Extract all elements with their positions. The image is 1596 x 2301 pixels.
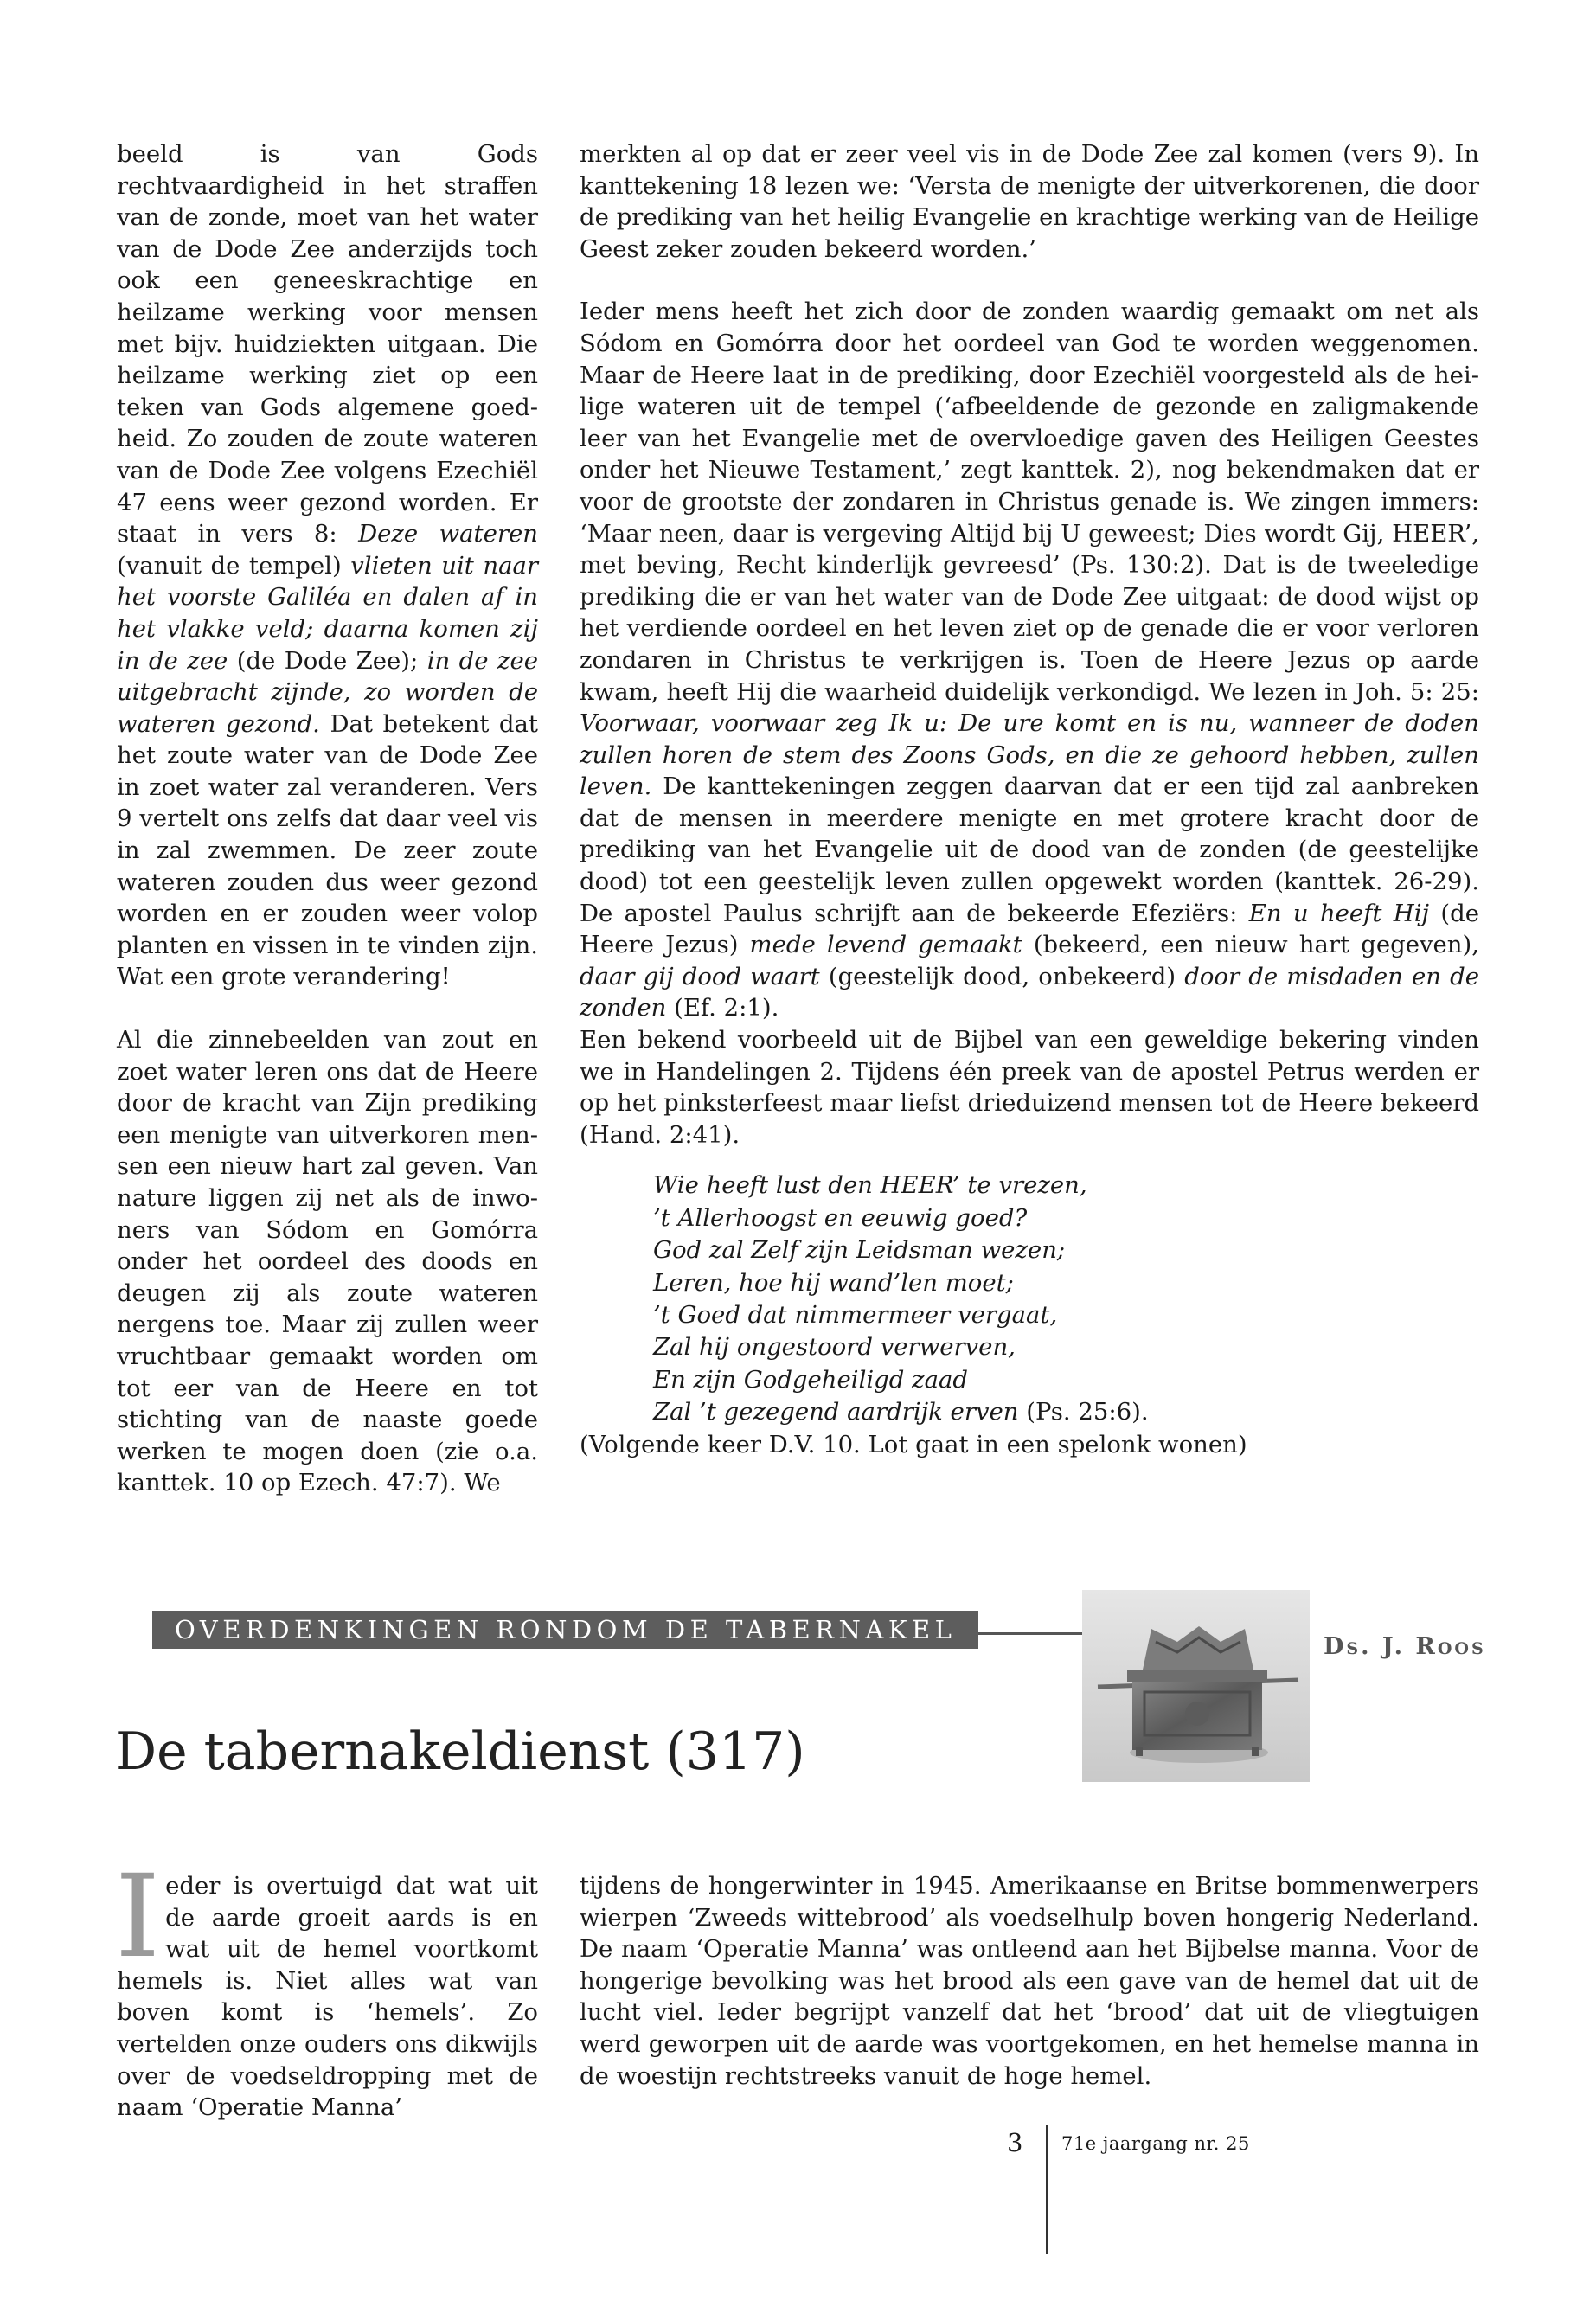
poem-line: Zal ’t gezegend aardrijk erven bbox=[653, 1398, 1019, 1426]
paragraph: tijdens de hongerwinter in 1945. Amerikaanse en Britse bommenwerpers wierpen ‘Zweeds wittebrood’ als voedselhulp boven hongerig Nederland. De naam ‘Operatie Manna’ was ontleend aan het Bijbelse manna. Voor de hongerige bevolking was het brood als een gave van de hemel dat uit de lucht viel. Ieder begrijpt vanzelf dat het ‘brood’ dat uit de vliegtuigen werd geworpen uit de aarde was voortgekomen, en het hemelse manna in de woestijn rechtstreeks vanuit de hoge hemel. bbox=[580, 1872, 1479, 2090]
poem-line: En zijn Godgeheiligd zaad bbox=[653, 1365, 968, 1394]
paragraph: Een bekend voorbeeld uit de Bijbel van een geweldige bekering vinden we in Handelingen 2. Tijdens één preek van de apostel Petrus werden er op het pinksterfeest maar liefst drieduizend mensen tot de Heere bekeerd (Hand. 2:41). bbox=[580, 1026, 1479, 1149]
poem-line: ’t Goed dat nimmermeer vergaat, bbox=[653, 1301, 1058, 1330]
page-number: 3 bbox=[1007, 2128, 1023, 2157]
footer-rule bbox=[1046, 2125, 1048, 2254]
paragraph: Ieder is overtuigd dat wat uit de aarde groeit aards is en wat uit de hemel voortkomt hemels is. Niet alles wat van boven komt is ‘hemels’. Zo vertelden onze ouders ons dikwijls over de voedseldropping met de naam ‘Operatie Manna’ bbox=[115, 1850, 538, 2122]
author-name: Ds. J. Roos bbox=[1324, 1633, 1486, 1660]
right-column bbox=[580, 138, 1479, 1460]
paragraph: Ieder mens heeft het zich door de zonden waardig gemaakt om net als Sódom en Gomórra door het oordeel van God te worden weggenomen. Maar de Heere laat in de prediking, door Ezechiël voorgesteld als de heilige wateren uit de tempel (‘afbeeldende de gezonde en zaligmakende leer van het Evangelie met de overvloedige gaven des Heiligen Geestes onder het Nieuwe Testament,’ zegt kanttek. 2), nog bekendmaken dat er voor de grootste der zondaren in Christus genade is. We zingen immers: ‘Maar neen, daar is vergeving Altijd bij U geweest; Dies wordt Gij, HEER’, met beving, Recht kinderlijk gevreesd’ (Ps. 130:2). Dat is de tweeledige prediking die er van het water van de Dode Zee uitgaat: de dood wijst op het verdiende oordeel en het leven ziet op de genade die er voor verloren zondaren in Christus te verkrijgen is. Toen de Heere Jezus op aarde kwam, heeft Hij die waarheid duidelijk verkondigd. We lezen in Joh. 5: 25: Voorwaar, voorwaar zeg Ik u: De ure komt en is nu, wanneer de doden zullen horen de stem des Zoons Gods, en die ze gehoord hebben, zullen leven. De kanttekeningen zeggen daarvan dat er een tijd zal aanbreken dat de mensen in meerdere menigte en met grotere kracht door de prediking van het Evangelie uit de dood van de zonden (de geestelijke dood) tot een geestelijk leven zullen opgewekt worden (kanttek. 26-29). De apostel Paulus schrijft aan de bekeerde Efeziërs: En u heeft Hij (de Heere Jezus) mede levend gemaakt (bekeerd, een nieuw hart gegeven), daar gij dood waart (geestelijk dood, onbekeerd) door de misdaden en de zonden (Ef. 2:1). bbox=[580, 298, 1479, 1022]
poem-reference: (Ps. 25:6). bbox=[1018, 1398, 1149, 1426]
paragraph: Al die zinnebeelden van zout en zoet water leren ons dat de Heere door de kracht van Zijn prediking een menigte van uitverkoren mensen een nieuw hart zal geven. Van nature liggen zij net als de inwoners van Sódom en Gomórra onder het oordeel des doods en deugen zij als zoute wateren nergens toe. Maar zij zullen weer vruchtbaar gemaakt worden om tot eer van de Heere en tot stichting van de naaste goede werken te mogen doen (zie o.a. kanttek. 10 op Ezech. 47:7). We bbox=[117, 1026, 538, 1497]
ark-photo bbox=[1082, 1590, 1310, 1782]
section-banner: OVERDENKINGEN RONDOM DE TABERNAKEL bbox=[152, 1611, 978, 1649]
paragraph: merkten al op dat er zeer veel vis in de Dode Zee zal komen (vers 9). In kanttekening 18 lezen we: ‘Versta de menigte der uitverkorenen, die door de prediking van het heilig Evangelie en krachtige werking van de Heilige Geest zeker zouden bekeerd worden.’ bbox=[580, 140, 1479, 263]
poem-line: ’t Allerhoogst en eeuwig goed? bbox=[653, 1203, 1028, 1232]
left-column bbox=[117, 138, 538, 1499]
poem-line: Zal hij ongestoord verwerven, bbox=[653, 1333, 1016, 1362]
article-left-column bbox=[115, 1850, 538, 2124]
drop-cap: I bbox=[115, 1850, 161, 1984]
psalm-quote bbox=[653, 1170, 1479, 1428]
paragraph: beeld is van Gods rechtvaardigheid in het straffen van de zonde, moet van het water van de Dode Zee anderzijds toch ook een geneeskrachtige en heilzame werking voor mensen met bijv. huidziekten uitgaan. Die heilzame werking ziet op een teken van Gods algemene goedheid. Zo zouden de zoute wateren van de Dode Zee volgens Ezechiël 47 eens weer gezond worden. Er staat in vers 8: Deze wateren (vanuit de tempel) vlieten uit naar het voorste Galiléa en dalen af in het vlakke veld; daarna komen zij in de zee (de Dode Zee); in de zee uitgebracht zijnde, zo worden de wateren gezond. Dat betekent dat het zoute water van de Dode Zee in zoet water zal veranderen. Vers 9 vertelt ons zelfs dat daar veel vis in zal zwemmen. De zeer zoute wateren zouden dus weer gezond worden en er zouden weer volop planten en vissen in te vinden zijn. Wat een grote verandering! bbox=[117, 140, 539, 991]
article-right-column bbox=[580, 1870, 1479, 2092]
article-title: De tabernakeldienst (317) bbox=[115, 1721, 805, 1782]
poem-line: Leren, hoe hij wand’len moet; bbox=[653, 1268, 1014, 1297]
issue-info: 71e jaargang nr. 25 bbox=[1061, 2133, 1250, 2154]
poem-line: Wie heeft lust den HEER’ te vrezen, bbox=[653, 1171, 1087, 1200]
ark-of-covenant-image bbox=[1082, 1590, 1310, 1782]
poem-line: God zal Zelf zijn Leidsman wezen; bbox=[653, 1236, 1066, 1265]
next-episode-note: (Volgende keer D.V. 10. Lot gaat in een spelonk wonen) bbox=[580, 1430, 1247, 1458]
